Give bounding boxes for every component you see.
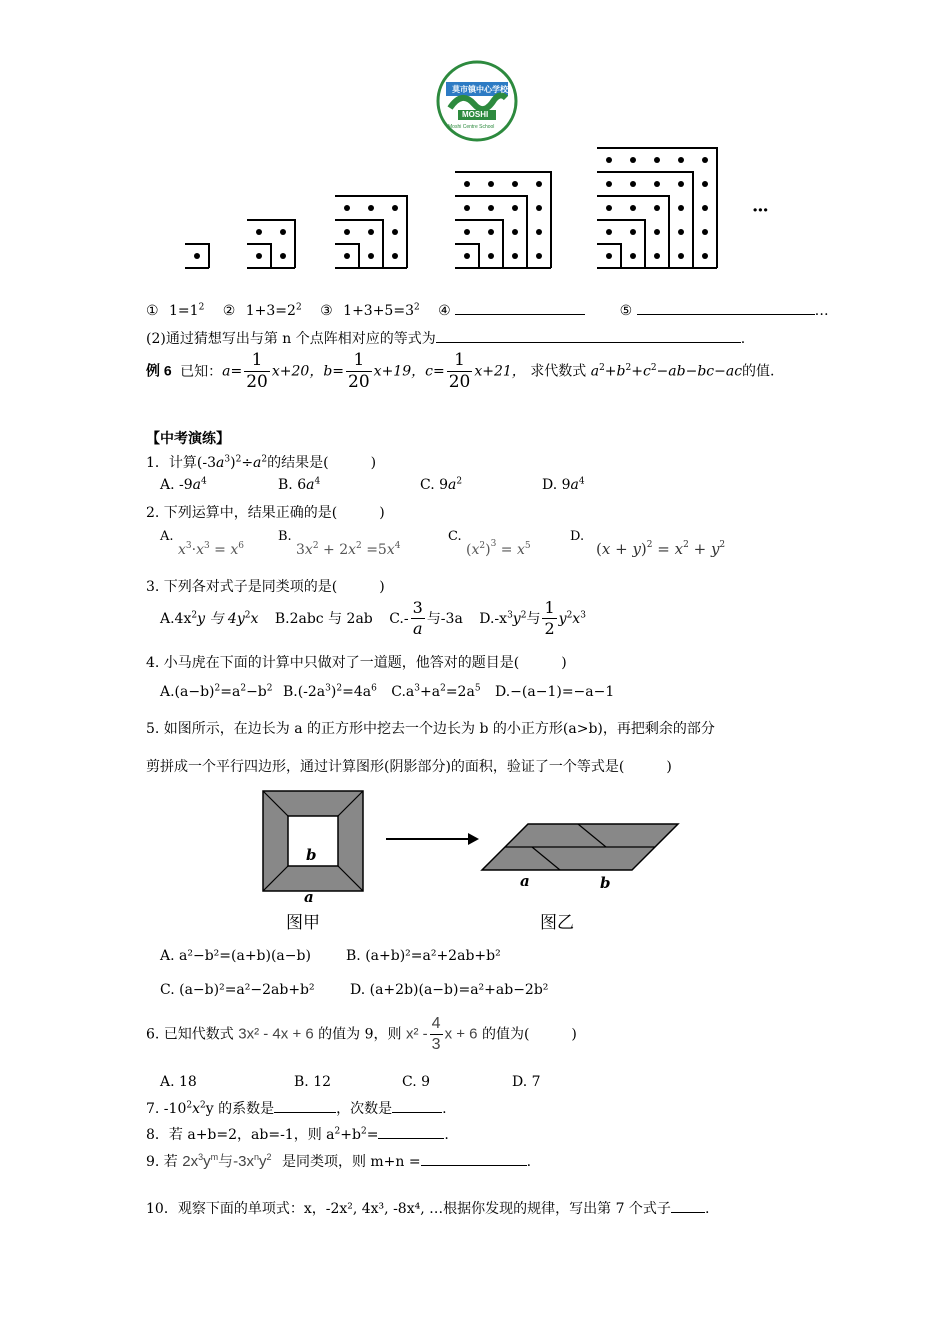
arrow-icon bbox=[384, 832, 480, 846]
question-2: 2. 下列运算中，结果正确的是( ) bbox=[146, 505, 385, 521]
q2-option-a-formula bbox=[178, 536, 268, 558]
svg-text:(x2)3 = x5: $(x^2)^3 = x^5$ bbox=[466, 539, 531, 558]
q4-option-a[interactable]: $A.(a-b)^2=a^2-b^2$ bbox=[160, 683, 273, 700]
lattice-dot bbox=[368, 205, 374, 211]
lattice-dot bbox=[678, 229, 684, 235]
q6-expr-2a: x² - bbox=[405, 1025, 428, 1043]
figure-yi-label-a: a bbox=[520, 872, 530, 890]
lattice-dot bbox=[488, 205, 494, 211]
q1-option-c[interactable]: C. $9a^2$ bbox=[420, 476, 463, 493]
lattice-dot bbox=[654, 205, 660, 211]
item-4-marker: ④ bbox=[438, 303, 451, 319]
question-5-line-1: 5. 如图所示，在边长为 a 的正方形中挖去一个边长为 b 的小正方形(a>b)，再把剩余的部分 bbox=[146, 721, 715, 737]
item-2-eq: 1+3=2 bbox=[245, 303, 296, 319]
lattice-dot bbox=[606, 181, 612, 187]
question-6-options bbox=[160, 1074, 541, 1090]
lattice-dot bbox=[344, 205, 350, 211]
lattice-dot bbox=[678, 181, 684, 187]
section-heading: 【中考演练】 bbox=[146, 431, 230, 447]
lattice-dot bbox=[464, 253, 470, 259]
question-5-line-2: 剪拼成一个平行四边形，通过计算图形(阴影部分)的面积，验证了一个等式是( ) bbox=[146, 759, 672, 775]
lattice-dot bbox=[464, 229, 470, 235]
figure-jia-label-a: a bbox=[304, 888, 314, 906]
q5-option-b[interactable]: B. (a+b)²=a²+2ab+b² bbox=[346, 948, 501, 964]
lattice-dot bbox=[606, 157, 612, 163]
lattice-dot bbox=[536, 181, 542, 187]
q1-option-a[interactable]: A. $-9a^4$ bbox=[160, 476, 207, 493]
item-2-marker: ② bbox=[222, 303, 236, 319]
lattice-dot bbox=[256, 253, 262, 259]
q4-option-c[interactable]: $C.a^3+a^2=2a^5$ bbox=[391, 683, 481, 700]
lattice-dot bbox=[392, 205, 398, 211]
lattice-dot bbox=[536, 253, 542, 259]
lattice-dot bbox=[654, 181, 660, 187]
q3-option-b[interactable]: B.2abc 与 2ab bbox=[274, 610, 373, 627]
q9-blank[interactable] bbox=[421, 1153, 527, 1166]
lattice-dot bbox=[280, 229, 286, 235]
dot-pattern-figure bbox=[175, 125, 795, 275]
lattice-dot bbox=[702, 229, 708, 235]
lattice-dot bbox=[464, 205, 470, 211]
lattice-dot bbox=[702, 157, 708, 163]
lattice-dot bbox=[678, 157, 684, 163]
question-4-options bbox=[160, 684, 614, 700]
logo-main-text: MOSHI bbox=[462, 110, 489, 119]
q2-option-a[interactable]: A. bbox=[160, 529, 174, 544]
lattice-dot bbox=[606, 229, 612, 235]
q5-option-c[interactable]: C. (a−b)²=a²−2ab+b² bbox=[160, 982, 315, 998]
logo-bottom-text: Moshi Centre School bbox=[448, 124, 495, 130]
figure-jia bbox=[262, 790, 366, 894]
q2-option-b[interactable]: B. bbox=[278, 529, 292, 544]
q2-option-d-formula bbox=[596, 534, 746, 558]
question-part-2: (2)通过猜想写出与第 n 个点阵相对应的等式为 . bbox=[146, 331, 746, 347]
lattice-dot bbox=[256, 229, 262, 235]
lattice-dot bbox=[280, 253, 286, 259]
q7-blank-degree[interactable] bbox=[392, 1100, 442, 1113]
lattice-dot bbox=[630, 205, 636, 211]
q3-option-d[interactable]: $D.-x^3y^2$与 $\frac{1}{2}$ $y^2x^3$ bbox=[479, 598, 586, 638]
question-1: 1．计算$(-3a^3)^2\div a^2$的结果是( ) bbox=[146, 454, 377, 471]
item-1-marker: ① bbox=[146, 303, 159, 319]
item-5-marker: ⑤ bbox=[619, 303, 633, 319]
figure-jia-label-b: b bbox=[306, 846, 317, 864]
lattice-dot bbox=[194, 253, 200, 259]
lattice-dot bbox=[536, 229, 542, 235]
sequence-line: ① $1=1^2$ ② $1+3=2^2$ ③ $1+3+5=3^2$ ④ ⑤ … bbox=[146, 302, 829, 319]
lattice-dot bbox=[702, 181, 708, 187]
lattice-dot bbox=[344, 253, 350, 259]
question-2-options bbox=[160, 528, 780, 560]
lattice-dot bbox=[488, 229, 494, 235]
question-7: 7. $-10^2x^2y$ 的系数是 ，次数是 . bbox=[146, 1100, 447, 1117]
q3-option-c[interactable]: C.- $\frac{3}{a}$ 与-3a bbox=[389, 598, 463, 638]
lattice-dot bbox=[606, 253, 612, 259]
question-9: 9. 若 $2x^3y^m$与$-3x^ny^2$ 是同类项，则 m+n = . bbox=[146, 1152, 532, 1170]
question-1-options bbox=[160, 476, 585, 493]
q5-option-d[interactable]: D. (a+2b)(a−b)=a²+ab−2b² bbox=[350, 982, 549, 998]
q7-blank-coefficient[interactable] bbox=[274, 1100, 336, 1113]
q1-option-d[interactable]: D. $9a^4$ bbox=[542, 476, 585, 493]
lattice-dot bbox=[654, 157, 660, 163]
dot-ellipsis: ··· bbox=[752, 200, 768, 221]
lattice-dot bbox=[512, 229, 518, 235]
lattice-dot bbox=[630, 157, 636, 163]
lattice-dot bbox=[512, 253, 518, 259]
lattice-dot bbox=[512, 205, 518, 211]
lattice-dot bbox=[678, 253, 684, 259]
question-3: 3. 下列各对式子是同类项的是( ) bbox=[146, 579, 385, 595]
lattice-dot bbox=[702, 253, 708, 259]
item-3-eq: 1+3+5=3 bbox=[343, 303, 414, 319]
q9-expr: $2x^3y^m$与$-3x^ny^2$ bbox=[182, 1152, 272, 1170]
fraction-1-20-a: $\frac{1}{20}$ bbox=[246, 350, 268, 392]
fraction-1-20-c: $\frac{1}{20}$ bbox=[448, 350, 471, 392]
lattice-dot bbox=[630, 181, 636, 187]
question-3-options bbox=[160, 600, 586, 637]
q6-option-c[interactable]: C. 9 bbox=[402, 1074, 431, 1090]
q2-option-c[interactable]: C. bbox=[448, 529, 462, 544]
q6-option-b[interactable]: B. 12 bbox=[294, 1074, 332, 1090]
lattice-dot bbox=[488, 253, 494, 259]
q5-option-a[interactable]: A. a²−b²=(a+b)(a−b) bbox=[160, 948, 311, 964]
question-8: 8．若 a+b=2，ab=-1，则 $a^2+b^2=$ . bbox=[146, 1126, 449, 1143]
logo-top-text: 莫市镇中心学校 bbox=[452, 85, 508, 94]
lattice-dot bbox=[392, 253, 398, 259]
example-6-label: 例 6 bbox=[146, 362, 172, 379]
lattice-dot bbox=[368, 229, 374, 235]
lattice-dot bbox=[606, 205, 612, 211]
question-4: 4. 小马虎在下面的计算中只做对了一道题，他答对的题目是( ) bbox=[146, 655, 567, 671]
q2-option-d[interactable]: D. bbox=[570, 529, 585, 544]
lattice-dot bbox=[464, 181, 470, 187]
item-5-blank[interactable] bbox=[637, 302, 815, 315]
lattice-dot bbox=[702, 205, 708, 211]
lattice-dot bbox=[630, 253, 636, 259]
svg-text:(x + y)2 = x2 + y2: $(x + y)^2 = x^2 + y^2$ bbox=[596, 540, 726, 558]
lattice-dot bbox=[368, 253, 374, 259]
lattice-dot bbox=[630, 229, 636, 235]
figure-yi bbox=[480, 822, 680, 872]
q3-option-a[interactable]: $A.4x^2y$ 与 $4y^2x$ bbox=[160, 609, 259, 627]
q2-option-c-formula bbox=[466, 534, 556, 558]
example-6: 例 6 已知：a= $\frac{1}{20}$ x+20，b= $\frac{1}{20}$ x+19，c= $\frac{1}{20}$ x+21， 求代数式 $a^2+b^2+c^2-ab-bc-ac$的值. bbox=[146, 350, 775, 392]
item-3-marker: ③ bbox=[320, 303, 333, 319]
svg-text:x3·x3 = x6: $x^3\cdot x^3 = x^6$ bbox=[178, 541, 245, 558]
figure-yi-caption: 图乙 bbox=[540, 913, 574, 932]
q6-option-d[interactable]: D. 7 bbox=[512, 1074, 541, 1090]
item-1-eq: 1=1 bbox=[169, 303, 199, 319]
lattice-dot bbox=[678, 205, 684, 211]
q2-option-b-formula bbox=[296, 536, 426, 558]
lattice-dot bbox=[654, 253, 660, 259]
q10-blank[interactable] bbox=[671, 1200, 705, 1213]
q6-expr-2b: x + 6 bbox=[444, 1025, 478, 1043]
q1-option-b[interactable]: B. $6a^4$ bbox=[278, 476, 321, 493]
question-10: 10．观察下面的单项式：x，-2x², 4x³, -8x⁴, …根据你发现的规律，写出第 7 个式子 . bbox=[146, 1201, 710, 1217]
q4-option-b[interactable]: $B.(-2a^3)^2=4a^6$ bbox=[282, 683, 377, 700]
lattice-dot bbox=[654, 229, 660, 235]
part-2-blank[interactable] bbox=[436, 330, 741, 343]
question-6: 6. 已知代数式 3x² - 4x + 6 的值为 9，则 x² - $\frac{4}{3}$ x + 6 的值为( ) bbox=[146, 1015, 577, 1053]
seq-tail: … bbox=[814, 303, 829, 319]
lattice-dot bbox=[488, 181, 494, 187]
q4-option-d[interactable]: D.−(a−1)=−a−1 bbox=[495, 684, 615, 700]
q8-blank[interactable] bbox=[378, 1126, 444, 1139]
item-4-blank[interactable] bbox=[455, 302, 585, 315]
lattice-dot bbox=[536, 205, 542, 211]
figure-jia-caption: 图甲 bbox=[286, 913, 320, 932]
fraction-1-20-b: $\frac{1}{20}$ bbox=[348, 350, 370, 392]
lattice-dot bbox=[392, 229, 398, 235]
q6-expr-1: 3x² - 4x + 6 bbox=[238, 1025, 314, 1043]
lattice-dot bbox=[344, 229, 350, 235]
q6-option-a[interactable]: A. 18 bbox=[160, 1074, 197, 1090]
figure-yi-label-b: b bbox=[600, 874, 611, 892]
svg-text:3x2 + 2x2 =5x4: $3x^2 + 2x^2 =5x^4$ bbox=[296, 541, 401, 558]
lattice-dot bbox=[512, 181, 518, 187]
